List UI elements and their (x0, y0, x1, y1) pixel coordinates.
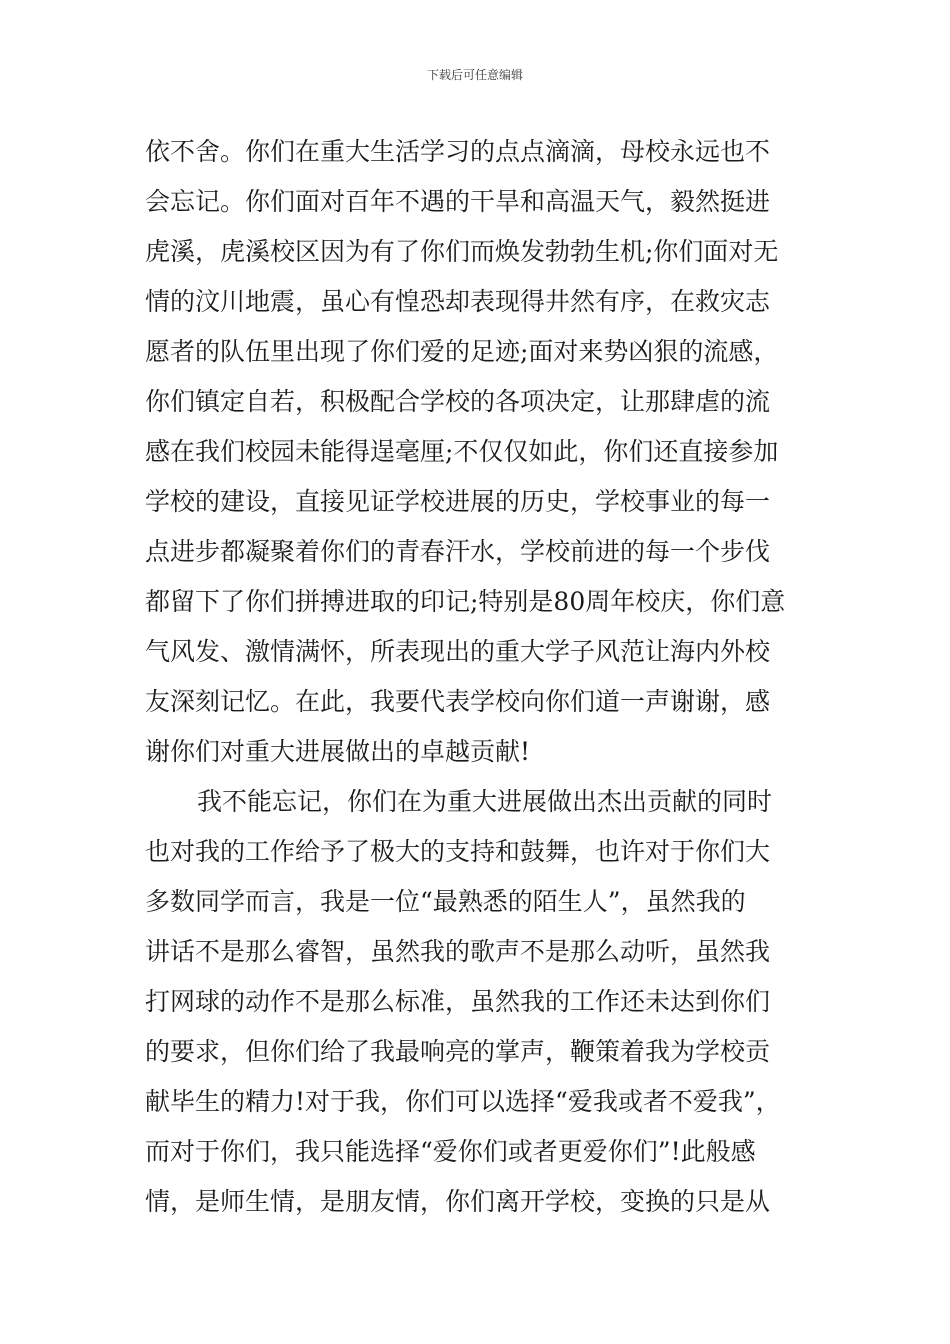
text-line: 感在我们校园未能得逞毫厘;不仅仅如此，你们还直接参加 (145, 437, 779, 466)
text-line: 气风发、激情满怀，所表现出的重大学子风范让海内外校 (145, 637, 771, 666)
paragraph-2 (145, 777, 810, 1227)
text-line: 都留下了你们拼搏进取的印记;特别是80周年校庆，你们意 (145, 587, 786, 616)
text-line: 讲话不是那么睿智，虽然我的歌声不是那么动听，虽然我 (145, 937, 771, 966)
text-line-indented: 我不能忘记，你们在为重大进展做出杰出贡献的同时 (197, 787, 773, 816)
text-line: 也对我的工作给予了极大的支持和鼓舞，也许对于你们大 (145, 837, 771, 866)
text-line: 愿者的队伍里出现了你们爱的足迹;面对来势凶狠的流感， (145, 337, 779, 366)
text-line: 虎溪，虎溪校区因为有了你们而焕发勃勃生机;你们面对无 (145, 237, 779, 266)
text-line: 谢你们对重大进展做出的卓越贡献! (145, 737, 531, 766)
text-line: 学校的建设，直接见证学校进展的历史，学校事业的每一 (145, 487, 771, 516)
text-line: 友深刻记忆。在此，我要代表学校向你们道一声谢谢，感 (145, 687, 771, 716)
text-line: 献毕生的精力!对于我，你们可以选择“爱我或者不爱我”， (145, 1087, 781, 1116)
text-line: 你们镇定自若，积极配合学校的各项决定，让那肆虐的流 (145, 387, 771, 416)
text-line: 会忘记。你们面对百年不遇的干旱和高温天气，毅然挺进 (145, 187, 771, 216)
text-line: 而对于你们，我只能选择“爱你们或者更爱你们”!此般感 (145, 1137, 756, 1166)
text-line: 的要求，但你们给了我最响亮的掌声，鞭策着我为学校贡 (145, 1037, 771, 1066)
text-line: 依不舍。你们在重大生活学习的点点滴滴，母校永远也不 (145, 137, 771, 166)
paragraph-1 (145, 127, 810, 777)
text-line: 情，是师生情，是朋友情，你们离开学校，变换的只是从 (145, 1187, 771, 1216)
text-line: 点进步都凝聚着你们的青春汗水，学校前进的每一个步伐 (145, 537, 771, 566)
text-line: 情的汶川地震，虽心有惶恐却表现得井然有序，在救灾志 (145, 287, 771, 316)
text-line: 打网球的动作不是那么标准，虽然我的工作还未达到你们 (145, 987, 771, 1016)
document-body (145, 127, 810, 1227)
text-line: 多数同学而言，我是一位“最熟悉的陌生人”，虽然我的 (145, 887, 746, 916)
page-header: 下载后可任意编辑 (426, 68, 523, 82)
